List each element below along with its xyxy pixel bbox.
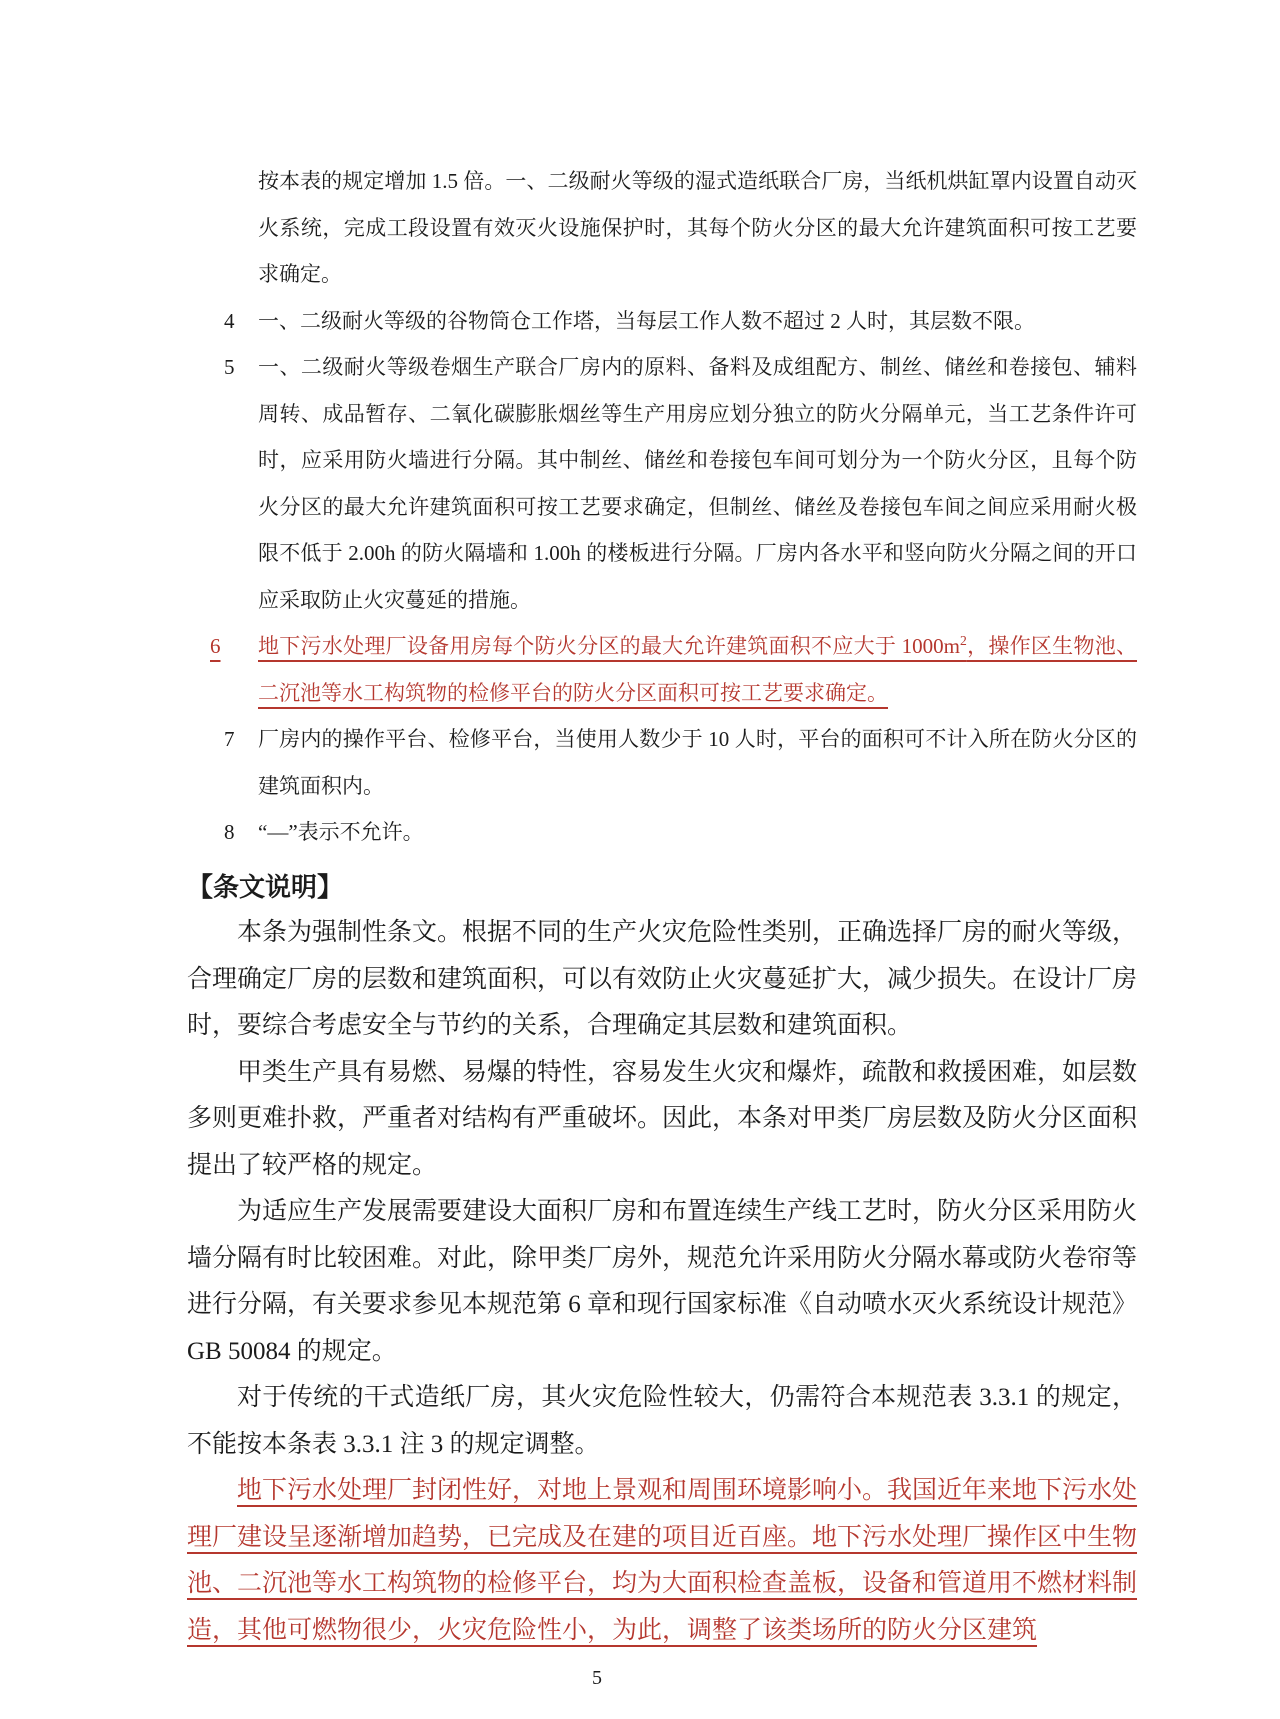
- note-text: 一、二级耐火等级的谷物筒仓工作塔，当每层工作人数不超过 2 人时，其层数不限。: [258, 308, 1035, 333]
- note-text: “—”表示不允许。: [258, 820, 424, 844]
- superscript-2: 2: [960, 633, 967, 648]
- explanation-paragraph-5-revision: 地下污水处理厂封闭性好，对地上景观和周围环境影响小。我国近年来地下污水处理厂建设呈逐渐增加趋势，已完成及在建的项目近百座。地下污水处理厂操作区中生物池、二沉池等水工构筑物的检修平台，均为大面积检查盖板，设备和管道用不燃材料制造，其他可燃物很少，火灾危险性小，为此，调整了该类场所的防火分区建筑: [187, 1477, 1138, 1644]
- note-item-8: [224, 809, 1137, 856]
- note-text-part-1: 地下污水处理厂设备用房每个防火分区的最大允许建筑面积不应大于 1000m: [258, 634, 960, 658]
- note-number: 6: [210, 634, 221, 658]
- explanation-section-header: 【条文说明】: [187, 871, 344, 902]
- explanation-paragraph-3: 为适应生产发展需要建设大面积厂房和布置连续生产线工艺时，防火分区采用防火墙分隔有时比较困难。对此，除甲类厂房外，规范允许采用防火分隔水幕或防火卷帘等进行分隔，有关要求参见本规范第 6 章和现行国家标准《自动喷水灭火系统设计规范》GB 50084 的规定。: [187, 1198, 1138, 1365]
- note-text: 厂房内的操作平台、检修平台，当使用人数少于 10 人时，平台的面积可不计入所在防火分区的建筑面积内。: [258, 727, 1137, 798]
- note-item-7: [224, 716, 1137, 809]
- note-3-continuation: 按本表的规定增加 1.5 倍。一、二级耐火等级的湿式造纸联合厂房，当纸机烘缸罩内设置自动灭火系统，完成工段设置有效灭火设施保护时，其每个防火分区的最大允许建筑面积可按工艺要求确定。: [258, 169, 1137, 286]
- note-number: 7: [224, 727, 235, 751]
- explanation-paragraph-1: 本条为强制性条文。根据不同的生产火灾危险性类别，正确选择厂房的耐火等级，合理确定厂房的层数和建筑面积，可以有效防止火灾蔓延扩大，减少损失。在设计厂房时，要综合考虑安全与节约的关系，合理确定其层数和建筑面积。: [187, 919, 1138, 1039]
- note-item-6-revision: [210, 623, 1137, 716]
- explanation-paragraph-4: 对于传统的干式造纸厂房，其火灾危险性较大，仍需符合本规范表 3.3.1 的规定，不能按本条表 3.3.1 注 3 的规定调整。: [187, 1384, 1137, 1458]
- note-number: 4: [224, 308, 235, 333]
- explanation-paragraph-2: 甲类生产具有易燃、易爆的特性，容易发生火灾和爆炸，疏散和救援困难，如层数多则更难扑救，严重者对结构有严重破坏。因此，本条对甲类厂房层数及防火分区面积提出了较严格的规定。: [187, 1058, 1138, 1179]
- note-text: 一、二级耐火等级卷烟生产联合厂房内的原料、备料及成组配方、制丝、储丝和卷接包、辅料周转、成品暂存、二氧化碳膨胀烟丝等生产用房应划分独立的防火分隔单元，当工艺条件许可时，应采用防火墙进行分隔。其中制丝、储丝和卷接包车间可划分为一个防火分区，且每个防火分区的最大允许建筑面积可按工艺要求确定，但制丝、储丝及卷接包车间之间应采用耐火极限不低于 2.00h 的防火隔墙和 1.00h 的楼板进行分隔。厂房内各水平和竖向防火分隔之间的开口应采取防止火灾蔓延的措施。: [258, 355, 1137, 612]
- note-item-4: [224, 298, 1137, 345]
- note-item-5: [224, 344, 1137, 623]
- note-number: 8: [224, 820, 235, 844]
- page-number: 5: [592, 1667, 602, 1689]
- note-number: 5: [224, 355, 235, 379]
- note-text-part-2: ，操作区生物池、二沉池等水工构筑物的检修平台的防火分区面积可按工艺要求确定。: [258, 634, 1137, 705]
- note-text-revision: [258, 623, 1137, 716]
